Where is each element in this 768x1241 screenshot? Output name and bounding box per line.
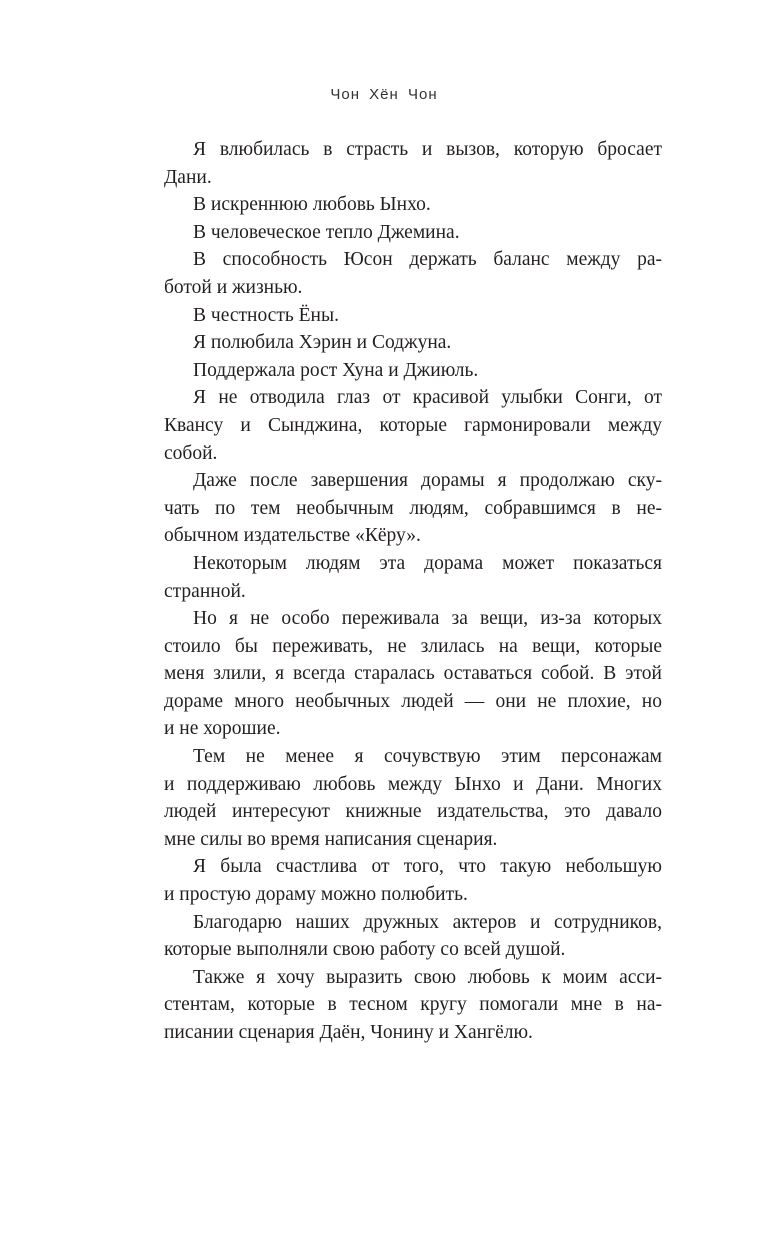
text-line: мне силы во время написания сценария. bbox=[164, 828, 498, 850]
paragraph bbox=[164, 909, 662, 964]
text-line: ботой и жизнью. bbox=[164, 276, 303, 298]
text-line: Я была счастлива от того, что такую небольшую bbox=[193, 856, 662, 878]
body-text bbox=[164, 136, 662, 1047]
text-line: Благодарю наших дружных актеров и сотрудников, bbox=[193, 911, 662, 933]
text-line: стоило бы переживать, не злилась на вещи, которые bbox=[164, 635, 662, 657]
paragraph bbox=[164, 605, 662, 743]
text-line: и не хорошие. bbox=[164, 718, 281, 740]
text-line: Я полюбила Хэрин и Соджуна. bbox=[193, 332, 452, 354]
paragraph bbox=[164, 853, 662, 908]
text-line: странной. bbox=[164, 580, 246, 602]
paragraph bbox=[164, 964, 662, 1047]
text-line: В способность Юсон держать баланс между ра- bbox=[193, 249, 662, 271]
paragraph bbox=[164, 219, 662, 247]
text-line: Некоторым людям эта дорама может показаться bbox=[193, 552, 662, 574]
text-line: Я не отводила глаз от красивой улыбки Сонги, от bbox=[193, 387, 662, 409]
paragraph bbox=[164, 743, 662, 853]
text-line: собой. bbox=[164, 442, 218, 464]
text-line: людей интересуют книжные издательства, это давало bbox=[164, 801, 662, 823]
text-line: и поддерживаю любовь между Ынхо и Дани. Многих bbox=[164, 773, 662, 795]
text-line: и простую дораму можно полюбить. bbox=[164, 884, 468, 906]
text-line: Даже после завершения дорамы я продолжаю ску- bbox=[193, 470, 662, 492]
text-line: В человеческое тепло Джемина. bbox=[193, 221, 460, 243]
paragraph bbox=[164, 246, 662, 301]
text-line: дораме много необычных людей — они не плохие, но bbox=[164, 690, 662, 712]
paragraph bbox=[164, 467, 662, 550]
paragraph bbox=[164, 550, 662, 605]
running-header: Чон Хён Чон bbox=[330, 86, 438, 103]
text-line: В искреннюю любовь Ынхо. bbox=[193, 194, 431, 216]
text-line: писании сценария Даён, Чонину и Хангёлю. bbox=[164, 1022, 533, 1043]
text-line: Также я хочу выразить свою любовь к моим асси- bbox=[193, 966, 662, 988]
text-line: В честность Ёны. bbox=[193, 304, 339, 326]
paragraph bbox=[164, 136, 662, 191]
text-line: обычном издательстве «Кёру». bbox=[164, 525, 421, 547]
text-line: Квансу и Сынджина, которые гармонировали между bbox=[164, 414, 662, 436]
text-line: чать по тем необычным людям, собравшимся в не- bbox=[164, 497, 662, 519]
text-line: Но я не особо переживала за вещи, из-за которых bbox=[193, 608, 662, 630]
paragraph bbox=[164, 191, 662, 219]
paragraph bbox=[164, 357, 662, 385]
paragraph bbox=[164, 329, 662, 357]
text-line: меня злили, я всегда старалась оставаться собой. В этой bbox=[164, 663, 662, 685]
text-line: Дани. bbox=[164, 166, 212, 188]
text-line: Тем не менее я сочувствую этим персонажам bbox=[193, 746, 662, 768]
paragraph bbox=[164, 384, 662, 467]
text-line: стентам, которые в тесном кругу помогали мне в на- bbox=[164, 994, 662, 1016]
paragraph bbox=[164, 302, 662, 330]
text-line: Поддержала рост Хуна и Джиюль. bbox=[193, 359, 479, 381]
text-line: Я влюбилась в страсть и вызов, которую бросает bbox=[193, 139, 662, 160]
text-line: которые выполняли свою работу со всей душой. bbox=[164, 939, 566, 961]
